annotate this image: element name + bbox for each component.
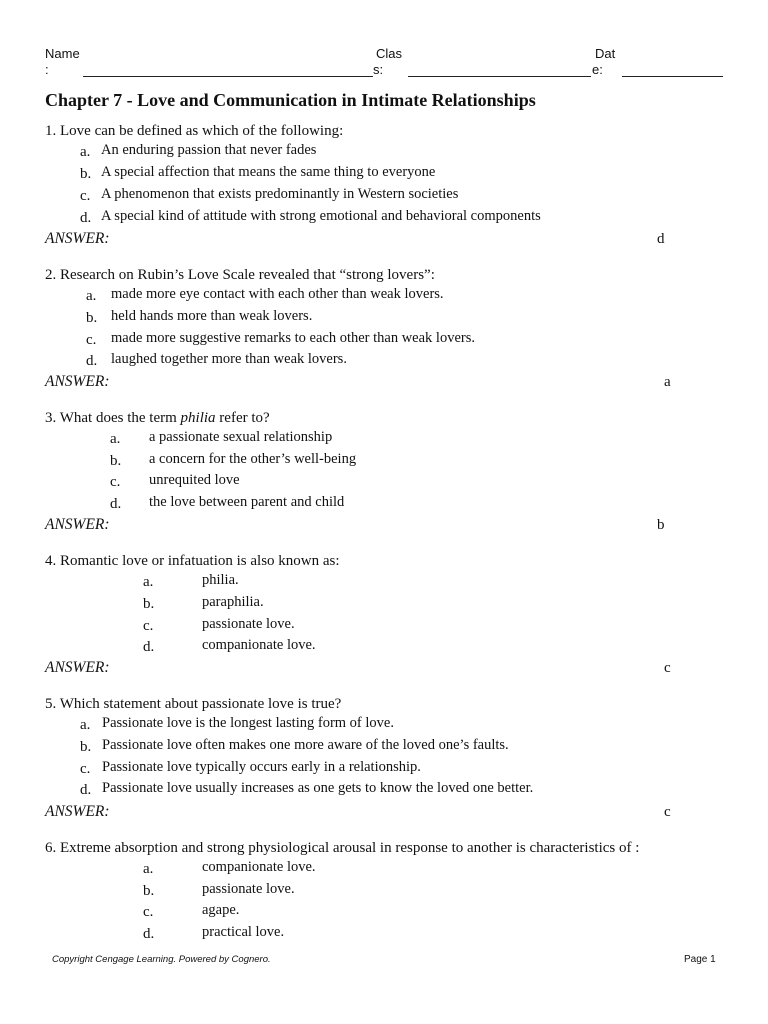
option-text: An enduring passion that never fades (101, 142, 317, 158)
option-letter: d. (143, 639, 155, 655)
date-label: Dat (595, 46, 616, 61)
page-title: Chapter 7 - Love and Communication in Intimate Relationships (45, 90, 536, 110)
answer-value: c (664, 660, 671, 676)
option-text: laughed together more than weak lovers. (111, 351, 347, 367)
question-stem-text: 3. What does the term (45, 410, 181, 426)
option-text: unrequited love (149, 472, 240, 488)
answer-label: ANSWER: (45, 373, 110, 390)
question-stem: 1. Love can be defined as which of the following: (45, 123, 344, 139)
class-field-line[interactable] (408, 76, 591, 77)
option-text: passionate love. (202, 881, 295, 897)
option-text: Passionate love often makes one more aware of the loved one’s faults. (102, 737, 509, 753)
question-stem: 2. Research on Rubin’s Love Scale revealed that “strong lovers”: (45, 267, 435, 283)
option-text: philia. (202, 572, 239, 588)
option-text: a passionate sexual relationship (149, 429, 333, 445)
option-letter: c. (143, 618, 154, 634)
option-letter: b. (110, 453, 122, 469)
option-text: Passionate love typically occurs early in a relationship. (102, 759, 421, 775)
question-stem-text: refer to? (215, 410, 270, 426)
option-text: made more suggestive remarks to each other than weak lovers. (111, 330, 475, 346)
name-field-line[interactable] (83, 76, 373, 77)
option-letter: b. (80, 739, 92, 755)
option-text: A phenomenon that exists predominantly in Western societies (101, 186, 459, 202)
class-label: Clas (376, 46, 403, 61)
option-text: made more eye contact with each other than weak lovers. (111, 286, 444, 302)
date-field-line[interactable] (622, 76, 723, 77)
date-label-suffix: e: (592, 62, 603, 77)
option-text: companionate love. (202, 859, 316, 875)
answer-value: b (657, 517, 665, 533)
option-text: a concern for the other’s well-being (149, 451, 357, 467)
option-text: Passionate love usually increases as one gets to know the loved one better. (102, 780, 534, 796)
option-letter: d. (86, 353, 98, 369)
option-letter: a. (86, 288, 97, 304)
footer-copyright: Copyright Cengage Learning. Powered by Cognero. (52, 954, 271, 965)
option-text: practical love. (202, 924, 285, 940)
option-text: agape. (202, 902, 240, 918)
question-stem (45, 410, 270, 427)
answer-value: c (664, 804, 671, 820)
option-letter: c. (86, 332, 97, 348)
option-letter: b. (143, 883, 155, 899)
option-letter: a. (80, 144, 91, 160)
option-letter: d. (80, 210, 92, 226)
name-label: Name (45, 46, 80, 61)
option-letter: a. (80, 717, 91, 733)
option-text: paraphilia. (202, 594, 264, 610)
question-stem-term: philia (180, 410, 216, 426)
question-stem: 6. Extreme absorption and strong physiological arousal in response to another is characteristics of : (45, 840, 640, 856)
question-stem: 4. Romantic love or infatuation is also known as: (45, 553, 340, 569)
question-stem: 5. Which statement about passionate love is true? (45, 696, 342, 712)
option-letter: c. (80, 188, 91, 204)
answer-value: d (657, 231, 665, 247)
answer-label: ANSWER: (45, 803, 110, 820)
option-text: held hands more than weak lovers. (111, 308, 313, 324)
answer-label: ANSWER: (45, 659, 110, 676)
option-letter: a. (143, 574, 154, 590)
answer-value: a (664, 374, 671, 390)
option-text: A special kind of attitude with strong emotional and behavioral components (101, 208, 541, 224)
option-letter: a. (110, 431, 121, 447)
option-letter: b. (143, 596, 155, 612)
option-letter: a. (143, 861, 154, 877)
option-text: companionate love. (202, 637, 316, 653)
option-letter: d. (143, 926, 155, 942)
option-letter: b. (86, 310, 98, 326)
option-text: Passionate love is the longest lasting form of love. (102, 715, 394, 731)
option-letter: c. (110, 474, 121, 490)
option-text: passionate love. (202, 616, 295, 632)
option-text: A special affection that means the same thing to everyone (101, 164, 436, 180)
option-letter: b. (80, 166, 92, 182)
option-text: the love between parent and child (149, 494, 345, 510)
answer-label: ANSWER: (45, 516, 110, 533)
class-label-suffix: s: (373, 62, 384, 77)
option-letter: c. (143, 904, 154, 920)
option-letter: c. (80, 761, 91, 777)
option-letter: d. (80, 782, 92, 798)
answer-label: ANSWER: (45, 230, 110, 247)
footer-page-number: Page 1 (684, 954, 716, 965)
name-colon: : (45, 62, 49, 77)
option-letter: d. (110, 496, 122, 512)
